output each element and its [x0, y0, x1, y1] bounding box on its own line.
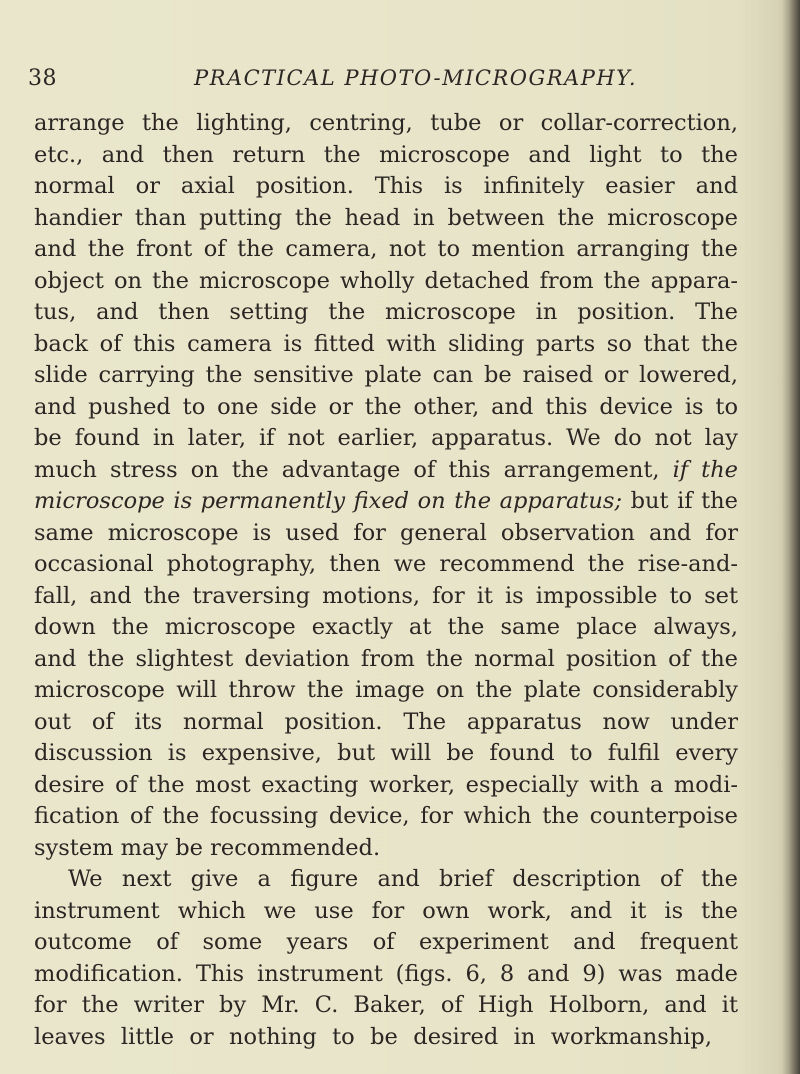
text-line: discussion is expensive, but will be found to fulfil every	[34, 740, 738, 766]
page-header	[0, 66, 800, 96]
page-number: 38	[28, 66, 57, 91]
text-line: back of this camera is fitted with sliding parts so that the	[34, 330, 738, 357]
text-line: desire of the most exacting worker, especially with a modi-	[34, 771, 738, 798]
text-line-roman: but if the	[630, 488, 738, 514]
text-line: and the slightest deviation from the normal position of the	[34, 645, 738, 672]
text-line: be found in later, if not earlier, apparatus. We do not lay	[34, 425, 738, 451]
text-line: instrument which we use for own work, and it is the	[34, 897, 738, 924]
text-line: out of its normal position. The apparatus now under	[34, 708, 738, 735]
text-line: and the front of the camera, not to mention arranging the	[34, 236, 738, 262]
text-line: tus, and then setting the microscope in position. The	[34, 299, 738, 325]
italic-phrase: if the	[672, 456, 738, 483]
text-line: microscope will throw the image on the plate considerably	[34, 677, 738, 703]
text-line: modification. This instrument (figs. 6, 8 and 9) was made	[34, 960, 738, 987]
text-line-roman: much stress on the advantage of this arrangement,	[34, 456, 660, 483]
text-line: and pushed to one side or the other, and this device is to	[34, 393, 738, 420]
text-line: object on the microscope wholly detached from the appara-	[34, 267, 738, 294]
text-line: leaves little or nothing to be desired in workmanship,	[34, 1023, 712, 1050]
text-line-with-italic	[34, 486, 738, 518]
text-line: arrange the lighting, centring, tube or collar-correction,	[34, 110, 738, 136]
text-line: for the writer by Mr. C. Baker, of High Holborn, and it	[34, 992, 738, 1018]
text-line: fication of the focussing device, for which the counterpoise	[34, 803, 738, 829]
text-line: down the microscope exactly at the same place always,	[34, 614, 738, 640]
running-head: PRACTICAL PHOTO-MICROGRAPHY.	[194, 66, 637, 90]
text-line: system may be recommended.	[34, 834, 381, 861]
text-line: occasional photography, then we recommend the rise-and-	[34, 551, 738, 577]
body-text	[34, 108, 738, 1053]
text-line: slide carrying the sensitive plate can be raised or lowered,	[34, 362, 738, 388]
text-line-with-italic	[34, 455, 738, 487]
text-line: We next give a figure and brief description of the	[68, 866, 738, 892]
text-line: fall, and the traversing motions, for it is impossible to set	[34, 582, 738, 609]
text-line: normal or axial position. This is infinitely easier and	[34, 173, 738, 199]
page-gutter-shadow	[782, 0, 800, 1074]
text-line: outcome of some years of experiment and frequent	[34, 929, 738, 955]
text-line: handier than putting the head in between the microscope	[34, 204, 738, 231]
text-line: etc., and then return the microscope and light to the	[34, 141, 738, 168]
text-line: same microscope is used for general observation and for	[34, 519, 738, 546]
italic-phrase: microscope is permanently fixed on the apparatus;	[34, 488, 623, 514]
